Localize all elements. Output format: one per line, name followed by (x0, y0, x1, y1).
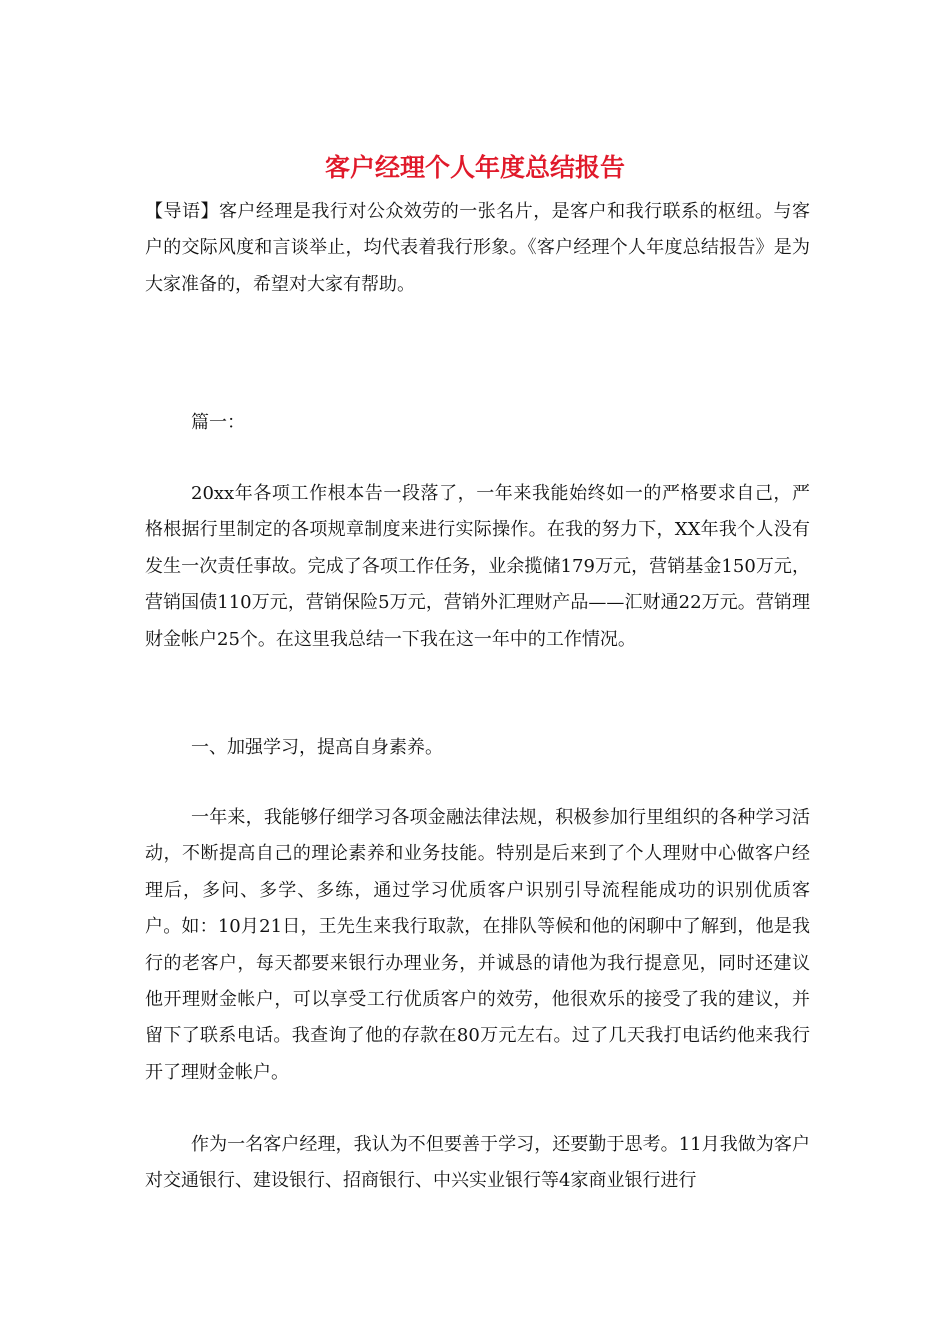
document-title: 客户经理个人年度总结报告 (324, 153, 625, 182)
body-paragraph-1: 20xx年各项工作根本告一段落了，一年来我能始终如一的严格要求自己，严格根据行里制定的各项规章制度来进行实际操作。在我的努力下，XX年我个人没有发生一次责任事故。完成了各项工作任务，业余揽储179万元，营销基金150万元，营销国债110万元，营销保险5万元，营销外汇理财产品——汇财通22万元。营销理财金帐户25个。在这里我总结一下我在这一年中的工作情况。 (145, 483, 810, 650)
body-paragraph-2: 一年来，我能够仔细学习各项金融法律法规，积极参加行里组织的各种学习活动，不断提高自己的理论素养和业务技能。特别是后来到了个人理财中心做客户经理后，多问、多学、多练，通过学习优质客户识别引导流程能成功的识别优质客户。如：10月21日，王先生来我行取款，在排队等候和他的闲聊中了解到，他是我行的老客户，每天都要来银行办理业务，并诚恳的请他为我行提意见，同时还建议他开理财金帐户，可以享受工行优质客户的效劳，他很欢乐的接受了我的建议，并留下了联系电话。我查询了他的存款在80万元左右。过了几天我打电话约他来我行开了理财金帐户。 (145, 807, 810, 1083)
intro-paragraph: 【导语】客户经理是我行对公众效劳的一张名片，是客户和我行联系的枢纽。与客户的交际风度和言谈举止，均代表着我行形象。《客户经理个人年度总结报告》是为大家准备的，希望对大家有帮助。 (145, 201, 810, 295)
point-heading-1: 一、加强学习，提高自身素养。 (191, 737, 443, 758)
body-paragraph-3: 作为一名客户经理，我认为不但要善于学习，还要勤于思考。11月我做为客户对交通银行、建设银行、招商银行、中兴实业银行等4家商业银行进行 (145, 1134, 810, 1192)
section-heading: 篇一： (191, 412, 245, 433)
